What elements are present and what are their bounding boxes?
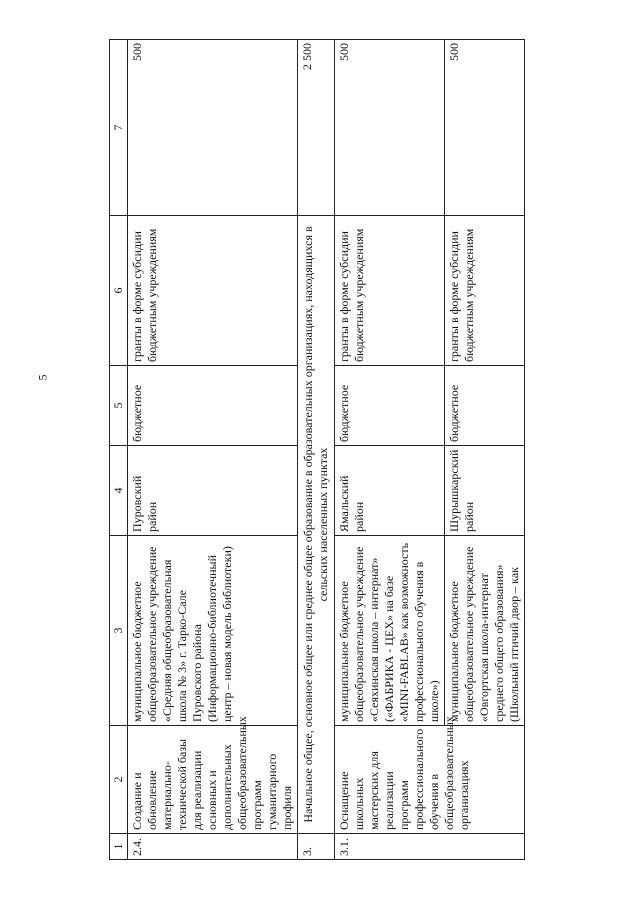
amount-cell: 500 <box>445 40 525 216</box>
section-row <box>298 40 335 860</box>
col-header-5: 5 <box>110 366 128 446</box>
district-cell: Ямальский район <box>335 446 445 536</box>
budget-type-cell: бюджетное <box>335 366 445 446</box>
col-header-2: 2 <box>110 726 128 834</box>
amount-cell: 500 <box>335 40 445 216</box>
page-number: 5 <box>35 374 50 381</box>
section-number: 3. <box>298 834 335 860</box>
section-title: Начальное общее, основное общее или среднее общее образование в образовательных организациях, находящихся в сельских населенных пунктах <box>298 216 335 834</box>
table-row <box>128 40 298 860</box>
grants-table <box>109 39 525 860</box>
col-header-4: 4 <box>110 446 128 536</box>
col-header-7: 7 <box>110 40 128 216</box>
institution-cell: муниципальное бюджетное общеобразовательное учреждение «Овгортская школа-интернат среднего общего образования» (Школьный птичий двор – как <box>445 536 525 726</box>
header-row <box>110 40 128 860</box>
district-cell: Шурышкарский район <box>445 446 525 536</box>
row-number: 2.4. <box>128 834 298 860</box>
amount-cell: 500 <box>128 40 298 216</box>
grant-form-cell: гранты в форме субсидии бюджетным учреждениям <box>128 216 298 366</box>
institution-cell: муниципальное бюджетное общеобразовательное учреждение «Средняя общеобразовательная школа № 3» г. Тарко-Сале Пуровского района (Информационно-библиотечный центр – новая модель библиотеки) <box>128 536 298 726</box>
activity-cell: Оснащение школьных мастерских для реализации программ профессионального обучения в общеобразовательных организациях <box>335 726 525 834</box>
table-row <box>335 40 445 860</box>
budget-type-cell: бюджетное <box>445 366 525 446</box>
rotated-table-frame <box>109 40 533 860</box>
grant-form-cell: гранты в форме субсидии бюджетным учреждениям <box>445 216 525 366</box>
row-number: 3.1. <box>335 834 525 860</box>
activity-cell: Создание и обновление материально-технической базы для реализации основных и дополнительных общеобразовательных программ гуманитарного профиля <box>128 726 298 834</box>
institution-cell: муниципальное бюджетное общеобразовательное учреждение «Сеяхинская школа – интернат» («ФАБРИКА - ЦЕХ» на базе «MINI-FABLAB» как возможность профессионального обучения в школе») <box>335 536 445 726</box>
budget-type-cell: бюджетное <box>128 366 298 446</box>
district-cell: Пуровский район <box>128 446 298 536</box>
col-header-3: 3 <box>110 536 128 726</box>
section-amount: 2 500 <box>298 40 335 216</box>
col-header-1: 1 <box>110 834 128 860</box>
col-header-6: 6 <box>110 216 128 366</box>
grant-form-cell: гранты в форме субсидии бюджетным учреждениям <box>335 216 445 366</box>
